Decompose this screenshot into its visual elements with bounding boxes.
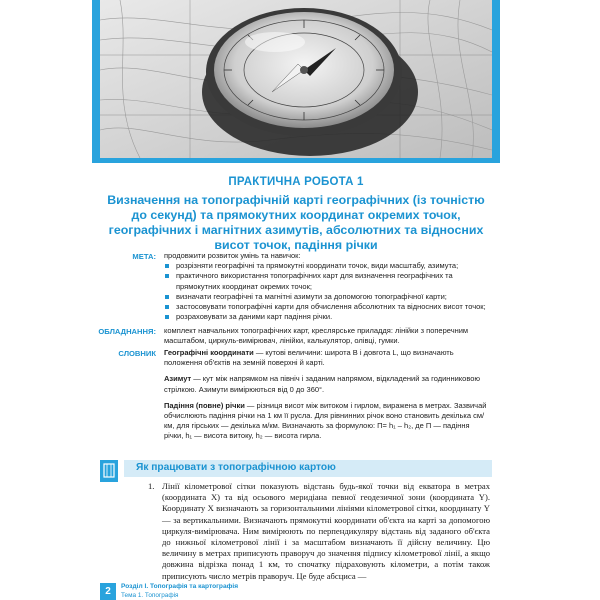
goal-item: визначати географічні та магнітні азимути за допомогою топографічної карти; bbox=[164, 292, 490, 302]
equipment-label: ОБЛАДНАННЯ: bbox=[98, 327, 156, 336]
footer-topic: Тема 1. Топографія bbox=[121, 592, 179, 599]
glossary-section bbox=[164, 348, 490, 442]
map-sidebar-icon bbox=[100, 460, 118, 482]
goal-section bbox=[164, 251, 490, 322]
glossary-term: Географічні координати bbox=[164, 348, 254, 357]
goal-item: застосовувати топографічні карти для обчислення абсолютних та відносних висот точок; bbox=[164, 302, 490, 312]
goal-intro: продовжити розвиток умінь та навичок: bbox=[164, 251, 301, 260]
goal-list bbox=[164, 261, 490, 322]
page-number: 2 bbox=[100, 583, 116, 600]
glossary-definition: — кут між напрямком на північ і заданим напрямом, відкладений за годинниковою стрілкою. Азимути вимірюються від 0 до 360°. bbox=[164, 374, 481, 394]
practice-work-label: ПРАКТИЧНА РОБОТА 1 bbox=[228, 176, 364, 188]
goal-item: розрізняти географічні та прямокутні координати точок, види масштабу, азимута; bbox=[164, 261, 490, 271]
step-number: 1. bbox=[148, 481, 155, 491]
glossary-definition: — кутові величини: широта B і довгота L, що визначають положення об'єктів на земній поверхні й карті. bbox=[164, 348, 454, 368]
step-text: Лінії кілометрової сітки показують відстань будь-якої точки від екватора в метрах (координата X) та від осьового меридіана певної геодезичної зони (координата Y). Координату X визначають за горизонтальними лініями кілометрової сітки, координату Y — за вертикальними. Визначають прямокутні координати об'єкта на карті за допомогою циркуля-вимірювача. Ним вимірюють по перпендикуляру відстань від заданого об'єкта до нижньої кілометрової лінії і за масштабом визначають її дійсну величину. Цю величину в метрах приписують праворуч до значення підпису кілометрової лінії, а якщо довжина відрізка понад 1 км, то спочатку підраховують кілометри, а потім також приписують число метрів праворуч. Це буде абсциса — bbox=[162, 481, 490, 581]
glossary-definition: — різниця висот між витоком і гирлом, виражена в метрах. Зазвичай обчислюють падіння річки на 1 км її русла. Для рівнинних річок воно становить декілька см/км, для гірських — декілька м/км. Визначають за формулою: П= h₁ – h₂, де П — падіння річки, h₁ — висота витоку, h₂ — висота гирла. bbox=[164, 400, 487, 441]
page-title: Визначення на топографічній карті географічних (із точністю до секунд) та прямокутних координат окремих точок, географічних і магнітних азимутів, абсолютних та відносних висот точок, падіння річки bbox=[107, 193, 485, 252]
compass-photo bbox=[100, 0, 492, 158]
goal-item: розраховувати за даними карт падіння річки. bbox=[164, 312, 490, 322]
goal-item: практичного використання топографічних карт для визначення географічних та прямокутних координат окремих точок; bbox=[164, 271, 490, 291]
footer-section: Розділ I. Топографія та картографія bbox=[121, 583, 239, 590]
glossary-term: Азимут bbox=[164, 374, 192, 384]
glossary-term: Падіння (повне) річки bbox=[164, 400, 245, 410]
glossary-entry bbox=[164, 348, 490, 368]
equipment-text: комплект навчальних топографічних карт, креслярське приладдя: лінійки з поперечним масштабом, циркуль-вимірювач, лінійки, калькулятор, олівці, гумки. bbox=[164, 326, 469, 346]
glossary-entry bbox=[164, 401, 490, 442]
glossary-label: СЛОВНИК bbox=[118, 349, 156, 358]
section-heading: Як працювати з топографічною картою bbox=[136, 462, 336, 473]
compass-on-map-image bbox=[100, 0, 492, 158]
goal-label: МЕТА: bbox=[132, 252, 156, 261]
glossary-entry bbox=[164, 374, 490, 394]
